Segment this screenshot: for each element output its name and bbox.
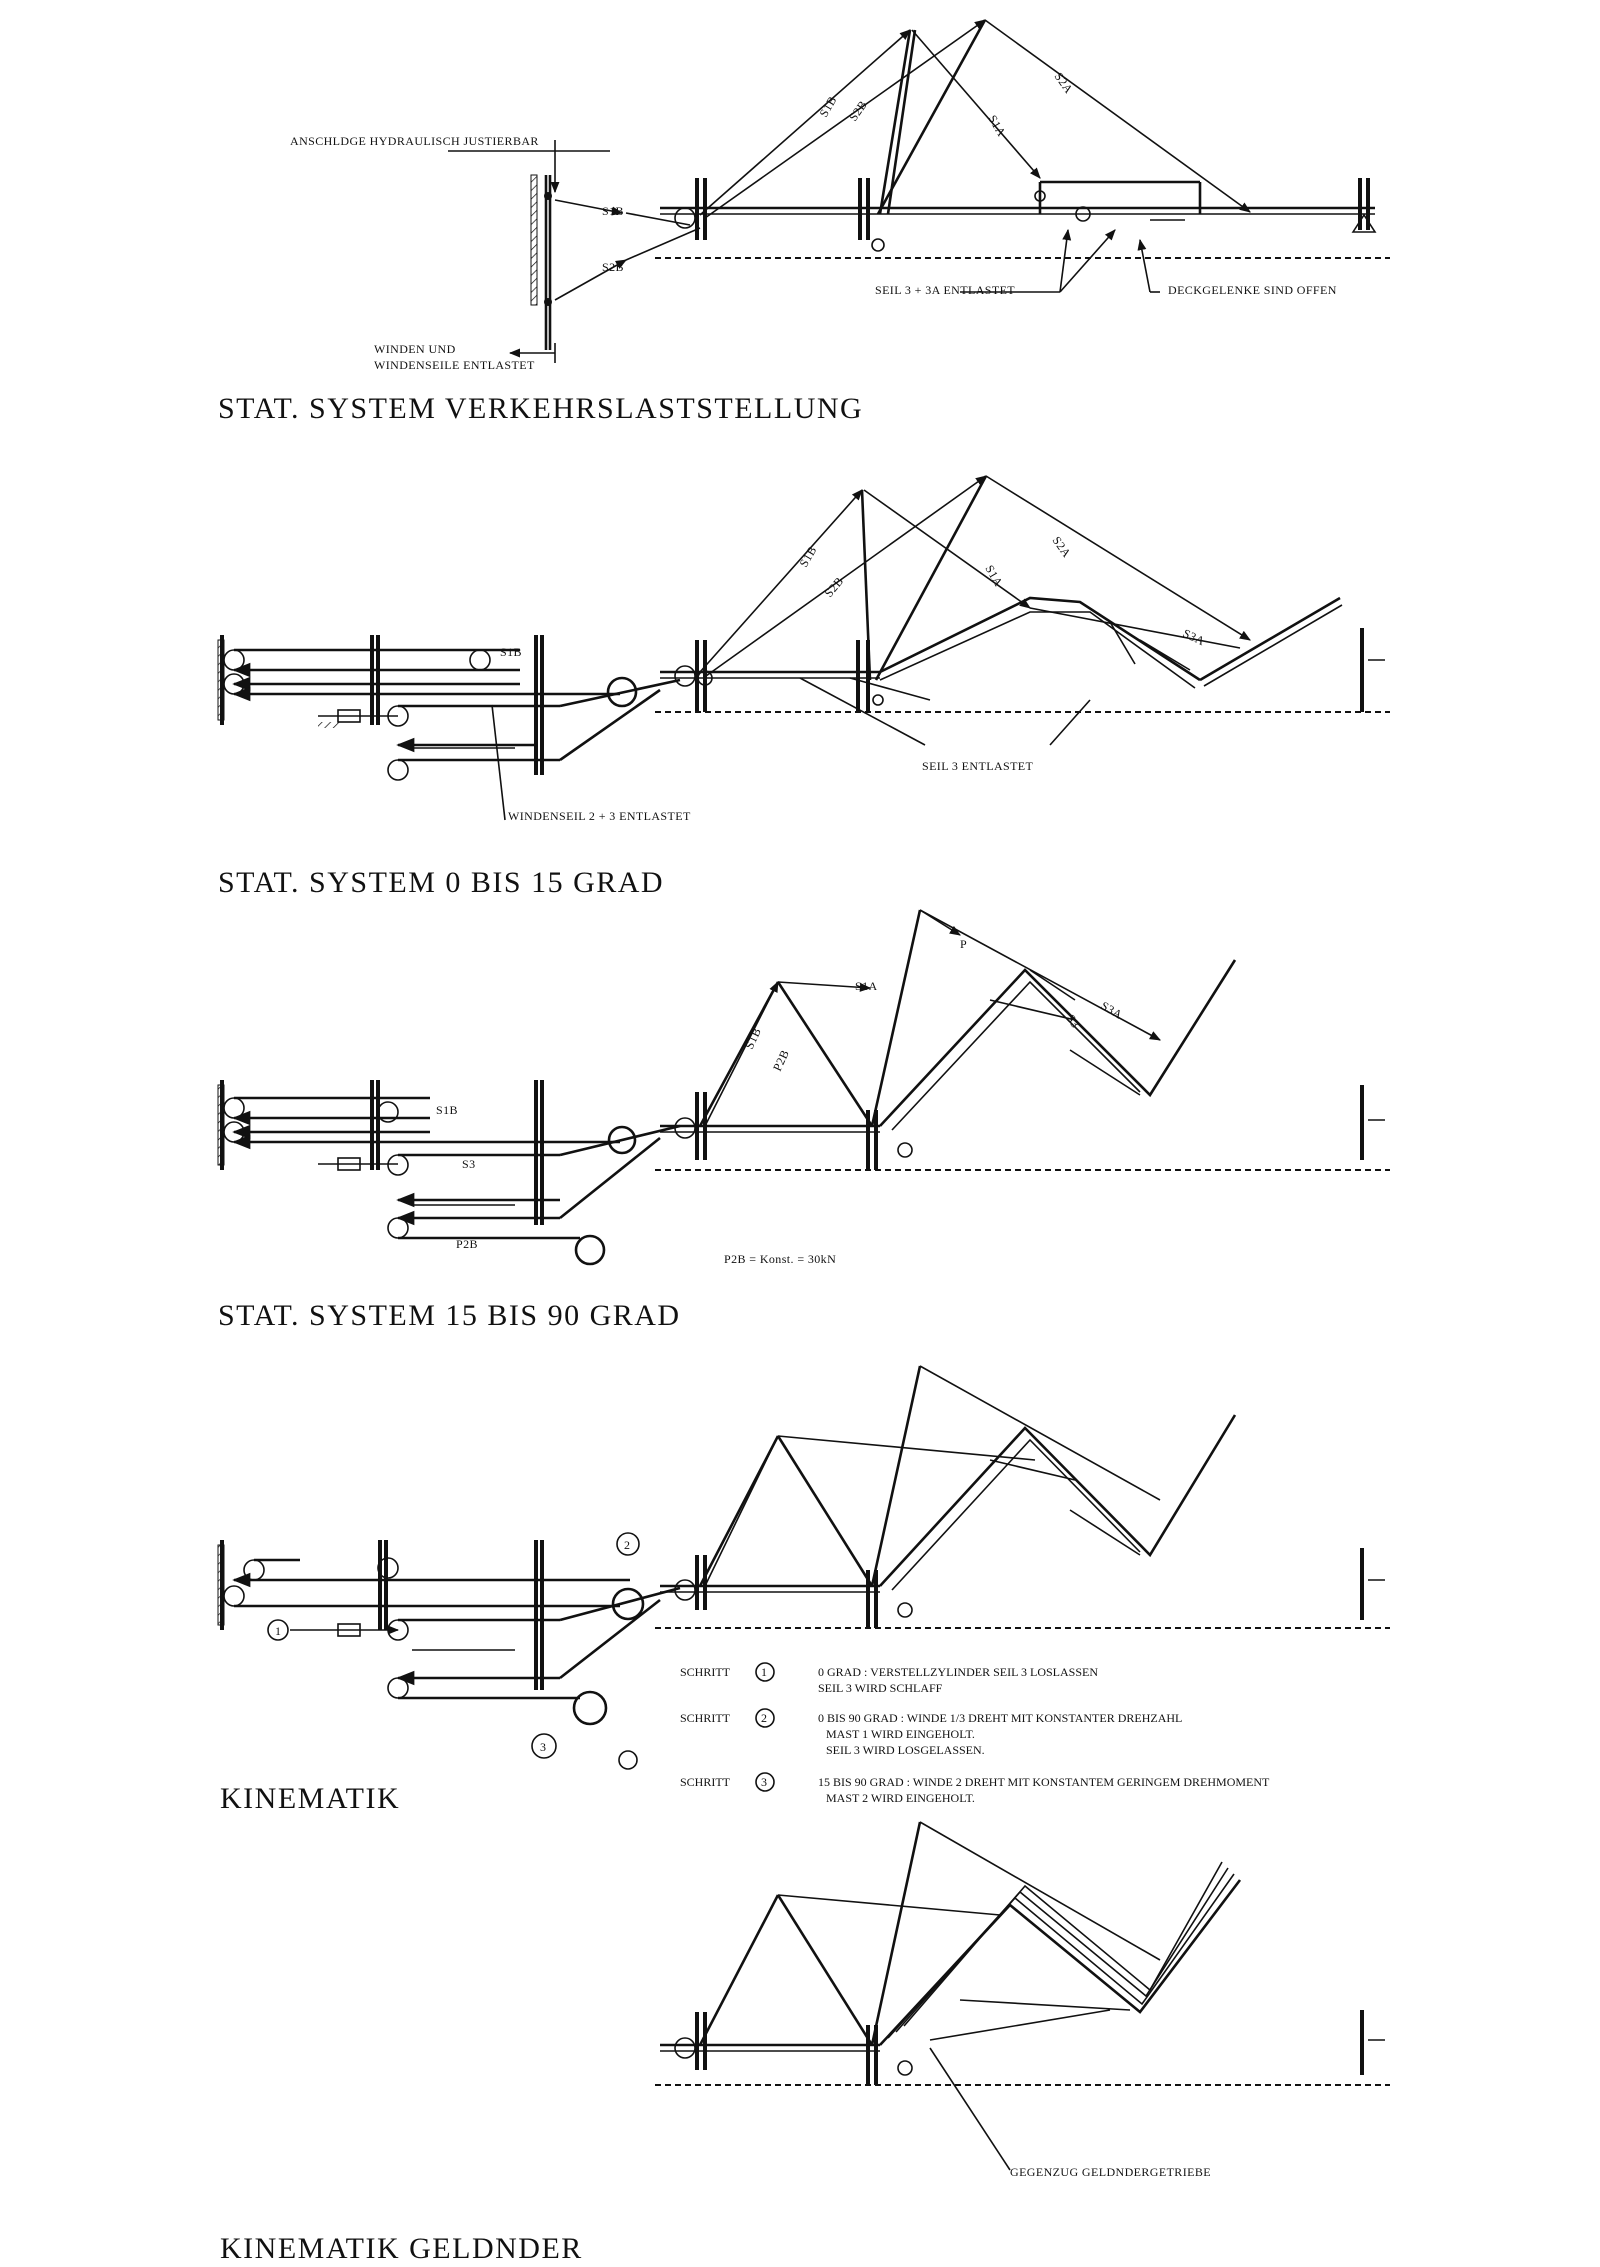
cable-label-s1a-2: S1A — [982, 562, 1006, 590]
anschlag-detail — [448, 140, 700, 363]
cable-label-s1b-3: S1B — [742, 1025, 764, 1052]
section-title-5: KINEMATIK GELDNDER — [220, 2232, 583, 2265]
step-2-label: SCHRITT — [680, 1711, 731, 1725]
step-3-label: SCHRITT — [680, 1775, 731, 1789]
cable-label-s2b-2: S2B — [821, 574, 847, 600]
note-seil-3: SEIL 3 ENTLASTET — [922, 759, 1034, 773]
bridge-structure-5 — [655, 1822, 1390, 2085]
section-0-bis-15-grad — [218, 476, 1390, 899]
cable-label-s3-3: S3 — [1063, 1011, 1083, 1031]
step-3-line2: MAST 2 WIRD EINGEHOLT. — [826, 1791, 975, 1805]
bridge-structure-2 — [655, 476, 1390, 712]
section-kinematik-gelaender — [220, 1822, 1390, 2265]
kinematik-marker-1: 1 — [275, 1624, 282, 1638]
section-title-3: STAT. SYSTEM 15 BIS 90 GRAD — [218, 1299, 681, 1332]
section-15-bis-90-grad — [218, 910, 1390, 1332]
step-1-label: SCHRITT — [680, 1665, 731, 1679]
step-2-num: 2 — [761, 1711, 767, 1725]
bridge-structure-1 — [655, 20, 1390, 258]
cable-label-s2b-left: S2B — [602, 260, 624, 274]
cable-label-s2b: S2B — [845, 97, 871, 124]
kinematik-steps — [680, 1663, 1270, 1805]
note-seil-3-3a: SEIL 3 + 3A ENTLASTET — [875, 283, 1016, 297]
step-2-line2: MAST 1 WIRD EINGEHOLT. — [826, 1727, 975, 1741]
section-title-1: STAT. SYSTEM VERKEHRSLASTSTELLUNG — [218, 392, 864, 425]
winch-system-4 — [218, 1540, 680, 1769]
section-title-4: KINEMATIK — [220, 1782, 401, 1815]
step-3-num: 3 — [761, 1775, 767, 1789]
cable-label-s3-winch: S3 — [462, 1157, 476, 1171]
kinematik-marker-2: 2 — [624, 1538, 631, 1552]
cable-label-p-3: P — [960, 937, 968, 951]
note-deckgelenke: DECKGELENKE SIND OFFEN — [1168, 283, 1337, 297]
bridge-structure-3 — [655, 910, 1390, 1170]
kinematik-marker-3: 3 — [540, 1740, 547, 1754]
step-1-line2: SEIL 3 WIRD SCHLAFF — [818, 1681, 943, 1695]
cable-label-p2b-winch: P2B — [456, 1237, 478, 1251]
step-3-line1: 15 BIS 90 GRAD : WINDE 2 DREHT MIT KONSTANTEM GERINGEM DREHMOMENT — [818, 1775, 1270, 1789]
winch-system-2 — [218, 635, 680, 780]
cable-label-s3a-2: S3A — [1180, 626, 1208, 649]
section-kinematik — [218, 1366, 1390, 1815]
cable-label-s1b-2: S1B — [796, 543, 820, 570]
cable-label-s1b-left: S1B — [602, 204, 624, 218]
step-1-line1: 0 GRAD : VERSTELLZYLINDER SEIL 3 LOSLASSEN — [818, 1665, 1098, 1679]
cable-label-p2b-3: P2B — [770, 1047, 792, 1074]
note-windenseil: WINDENSEIL 2 + 3 ENTLASTET — [508, 809, 691, 823]
cable-label-s1a: S1A — [985, 112, 1009, 140]
cable-label-s2a: S2A — [1051, 69, 1076, 97]
note-gegenzug: GEGENZUG GELDNDERGETRIEBE — [1010, 2165, 1211, 2179]
step-1-num: 1 — [761, 1665, 767, 1679]
cable-label-s3a-3: S3A — [1098, 998, 1126, 1022]
cable-label-s1b-winch-3: S1B — [436, 1103, 458, 1117]
note-winden-2: WINDENSEILE ENTLASTET — [374, 358, 535, 372]
section-verkehrslaststellung — [218, 20, 1390, 425]
cable-label-s1b: S1B — [816, 93, 840, 120]
cable-label-s1a-3: S1A — [855, 979, 878, 993]
note-winden-1: WINDEN UND — [374, 342, 456, 356]
cable-label-s2a-2: S2A — [1049, 533, 1074, 561]
step-2-line3: SEIL 3 WIRD LOSGELASSEN. — [826, 1743, 985, 1757]
section-title-2: STAT. SYSTEM 0 BIS 15 GRAD — [218, 866, 665, 899]
note-anschlaege: ANSCHLDGE HYDRAULISCH JUSTIERBAR — [290, 134, 539, 148]
cable-label-s1b-winch: S1B — [500, 645, 522, 659]
step-2-line1: 0 BIS 90 GRAD : WINDE 1/3 DREHT MIT KONSTANTER DREHZAHL — [818, 1711, 1183, 1725]
bridge-structure-4 — [655, 1366, 1390, 1628]
note-p2b: P2B = Konst. = 30kN — [724, 1252, 837, 1266]
